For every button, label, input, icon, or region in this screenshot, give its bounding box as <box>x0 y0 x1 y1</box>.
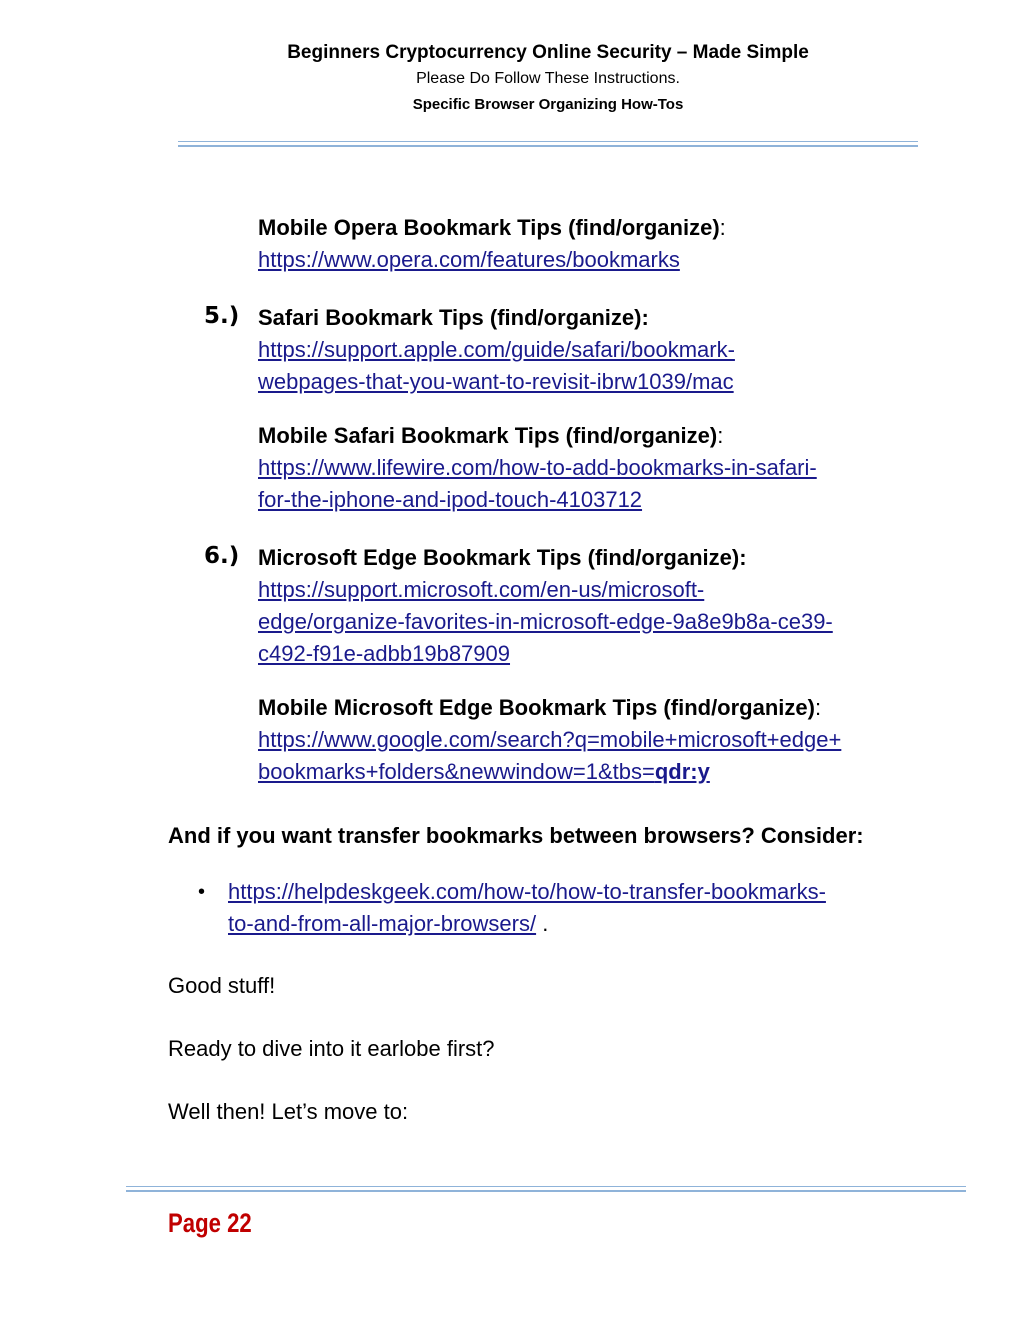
transfer-bullet-item <box>228 876 928 940</box>
safari-mobile-link-line: https://www.lifewire.com/how-to-add-bookmarks-in-safari- <box>258 455 817 480</box>
trailing-period: . <box>536 911 549 936</box>
closing-line-2: Ready to dive into it earlobe first? <box>168 1036 495 1061</box>
item-number-5: 5.) <box>204 303 240 329</box>
item-number-6: 6.) <box>204 543 240 569</box>
document-subtitle: Please Do Follow These Instructions. <box>416 70 680 87</box>
safari-mobile-colon: : <box>717 423 724 448</box>
edge-entry <box>258 542 928 670</box>
edge-mobile-link-line: bookmarks+folders&newwindow=1&tbs= <box>258 759 655 784</box>
safari-entry <box>258 302 928 398</box>
page-number: Page 22 <box>168 1208 252 1238</box>
helpdeskgeek-link-line: https://helpdeskgeek.com/how-to/how-to-transfer-bookmarks- <box>228 879 826 904</box>
helpdeskgeek-link[interactable] <box>228 876 928 936</box>
edge-link-line: c492-f91e-adbb19b87909 <box>258 641 511 666</box>
edge-mobile-link[interactable] <box>258 724 928 788</box>
edge-mobile-link-line: https://www.google.com/search?q=mobile+microsoft+edge+ <box>258 727 842 752</box>
opera-mobile-link-line: https://www.opera.com/features/bookmarks <box>258 247 680 272</box>
document-title: Beginners Cryptocurrency Online Security – Made Simple <box>287 42 809 63</box>
edge-heading: Microsoft Edge Bookmark Tips (find/organize): <box>258 545 747 570</box>
safari-mobile-entry <box>258 420 928 516</box>
edge-mobile-entry <box>258 692 928 788</box>
closing-line-1: Good stuff! <box>168 973 276 998</box>
safari-mobile-link[interactable] <box>258 452 928 516</box>
edge-link-line: https://support.microsoft.com/en-us/microsoft- <box>258 577 705 602</box>
edge-link-line: edge/organize-favorites-in-microsoft-edge-9a8e9b8a-ce39- <box>258 609 833 634</box>
opera-mobile-link[interactable] <box>258 244 928 276</box>
safari-mobile-link-line: for-the-iphone-and-ipod-touch-4103712 <box>258 487 643 512</box>
bullet-icon: • <box>198 881 206 903</box>
edge-mobile-heading: Mobile Microsoft Edge Bookmark Tips (find/organize) <box>258 695 815 720</box>
opera-mobile-colon: : <box>719 215 726 240</box>
opera-mobile-heading: Mobile Opera Bookmark Tips (find/organize) <box>258 215 720 240</box>
safari-heading: Safari Bookmark Tips (find/organize): <box>258 305 649 330</box>
header-divider <box>178 141 918 147</box>
edge-mobile-colon: : <box>814 695 822 720</box>
footer-divider <box>126 1186 966 1192</box>
section-title: Specific Browser Organizing How-Tos <box>412 96 684 113</box>
transfer-question: And if you want transfer bookmarks between browsers? Consider: <box>168 823 864 848</box>
safari-link-line: webpages-that-you-want-to-revisit-ibrw1039/mac <box>258 369 734 394</box>
safari-link-line: https://support.apple.com/guide/safari/bookmark- <box>258 337 735 362</box>
safari-mobile-heading: Mobile Safari Bookmark Tips (find/organize) <box>258 423 718 448</box>
closing-line-3: Well then! Let’s move to: <box>168 1099 409 1124</box>
helpdeskgeek-link-line: to-and-from-all-major-browsers/ <box>228 911 537 936</box>
safari-link[interactable] <box>258 334 928 398</box>
edge-mobile-link-bold-tail: qdr:y <box>654 759 710 784</box>
edge-link[interactable] <box>258 574 928 670</box>
opera-mobile-entry <box>258 212 928 276</box>
